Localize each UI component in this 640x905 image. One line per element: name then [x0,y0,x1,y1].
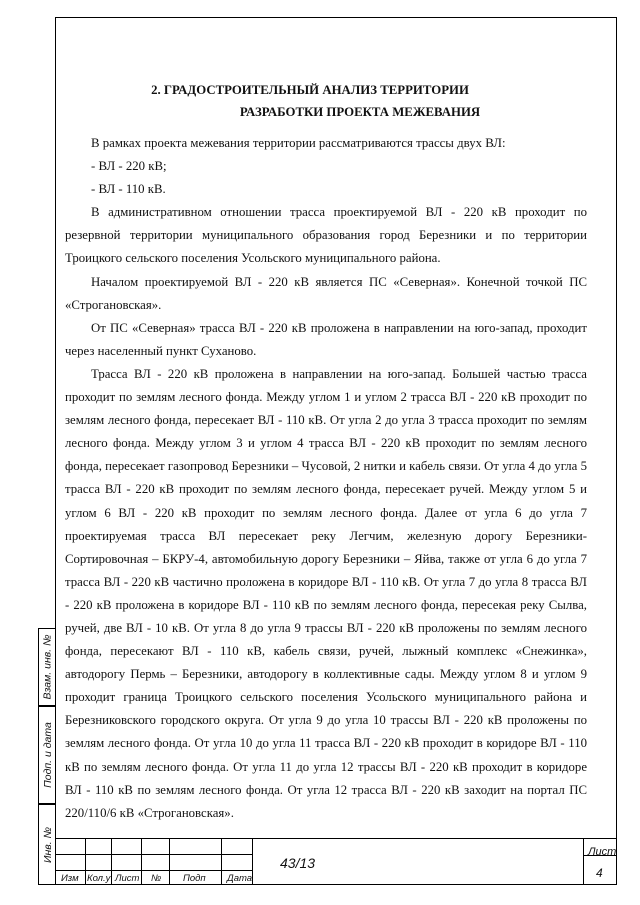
paragraph: От ПС «Северная» трасса ВЛ - 220 кВ проложена в направлении на юго-запад, проходит через населенный пункт Суханово. [65,320,587,358]
col-num: № [151,873,162,884]
side-label-inv: Инв. № [41,826,54,863]
side-label-vzam: Взам. инв. № [41,634,54,700]
paragraph: Началом проектируемой ВЛ - 220 кВ является ПС «Северная». Конечной точкой ПС «Строгановская». [65,274,587,312]
col-kol: Кол.у [87,873,111,884]
col-data: Дата [227,873,253,884]
paragraph: В административном отношении трасса проектируемой ВЛ - 220 кВ проходит по резервной территории муниципального образования город Березники и по территории Троицкого сельского поселения Усольского муниципального района. [65,205,587,266]
side-label-podp: Подп. и дата [41,722,54,788]
sheet-number: 4 [596,866,603,880]
col-podp: Подп [183,873,206,884]
col-izm: Изм [61,873,79,884]
paragraph: Трасса ВЛ - 220 кВ проложена в направлении на юго-запад. Большей частью трасса проходит по землям лесного фонда. Между углом 1 и углом 2 трасса ВЛ - 220 кВ проходит по землям лесного фонда, пересекает ВЛ - 110 кВ. От угла 2 до угла 3 трасса проходит по землям лесного фонда. Между углом 3 и углом 4 трасса ВЛ - 220 кВ проходит по землям лесного фонда, пересекает газопровод Березники – Чусовой, 2 нитки и кабель связи. От угла 4 до угла 5 трасса ВЛ - 220 кВ проходит по землям лесного фонда, пересекает ручей. Между углом 5 и углом 6 ВЛ - 220 кВ проходит по землям лесного фонда. Далее от угла 6 до угла 7 проектируемая трасса ВЛ пересекает реку Легчим, железную дорогу Березники-Сортировочная – БКРУ-4, автомобильную дорогу Березники – Яйва, также от угла 6 до угла 7 трасса ВЛ - 220 кВ частично проложена в коридоре ВЛ - 110 кВ. От угла 7 до угла 8 трасса ВЛ - 220 кВ проложена в коридоре ВЛ - 110 кВ по землям лесного фонда, пересекая реку Сылва, ручей, две ВЛ - 10 кВ. От угла 8 до угла 9 трассы ВЛ - 220 кВ проложены по землям лесного фонда, пересекают ВЛ - 110 кВ, кабель связи, ручей, лыжный комплекс «Снежинка», автодорогу Пермь – Березники, автодорогу в коллективные сады. Между углом 8 и углом 9 проходит граница Троицкого сельского поселения Усольского муниципального района и Березниковского городского округа. От угла 9 до угла 10 трассы ВЛ - 220 кВ проложены по землям лесного фонда. От угла 10 до угла 11 трасса ВЛ - 220 кВ проходит в коридоре ВЛ - 110 кВ по землям лесного фонда. От угла 11 до угла 12 трассы ВЛ - 220 кВ проходит в коридоре ВЛ - 110 кВ по землям лесного фонда. От угла 12 трасса ВЛ - 220 кВ заходит на портал ПС 220/110/6 кВ «Строгановская». [65,366,587,820]
body-text [65,132,587,825]
paragraph: - ВЛ - 220 кВ; [91,159,167,174]
side-stamp-vzam [38,628,55,706]
heading-line-1: 2. ГРАДОСТРОИТЕЛЬНЫЙ АНАЛИЗ ТЕРРИТОРИИ [151,83,469,97]
title-block [55,838,617,885]
side-stamp-inv [38,804,55,885]
col-list: Лист [115,873,140,884]
paragraph: - ВЛ - 110 кВ. [91,182,166,197]
side-stamp-podp [38,706,55,804]
heading-line-2: РАЗРАБОТКИ ПРОЕКТА МЕЖЕВАНИЯ [239,105,481,119]
document-code: 43/13 [280,855,316,871]
sheet-label: Лист [588,846,617,858]
paragraph: В рамках проекта межевания территории рассматриваются трассы двух ВЛ: [91,136,506,150]
